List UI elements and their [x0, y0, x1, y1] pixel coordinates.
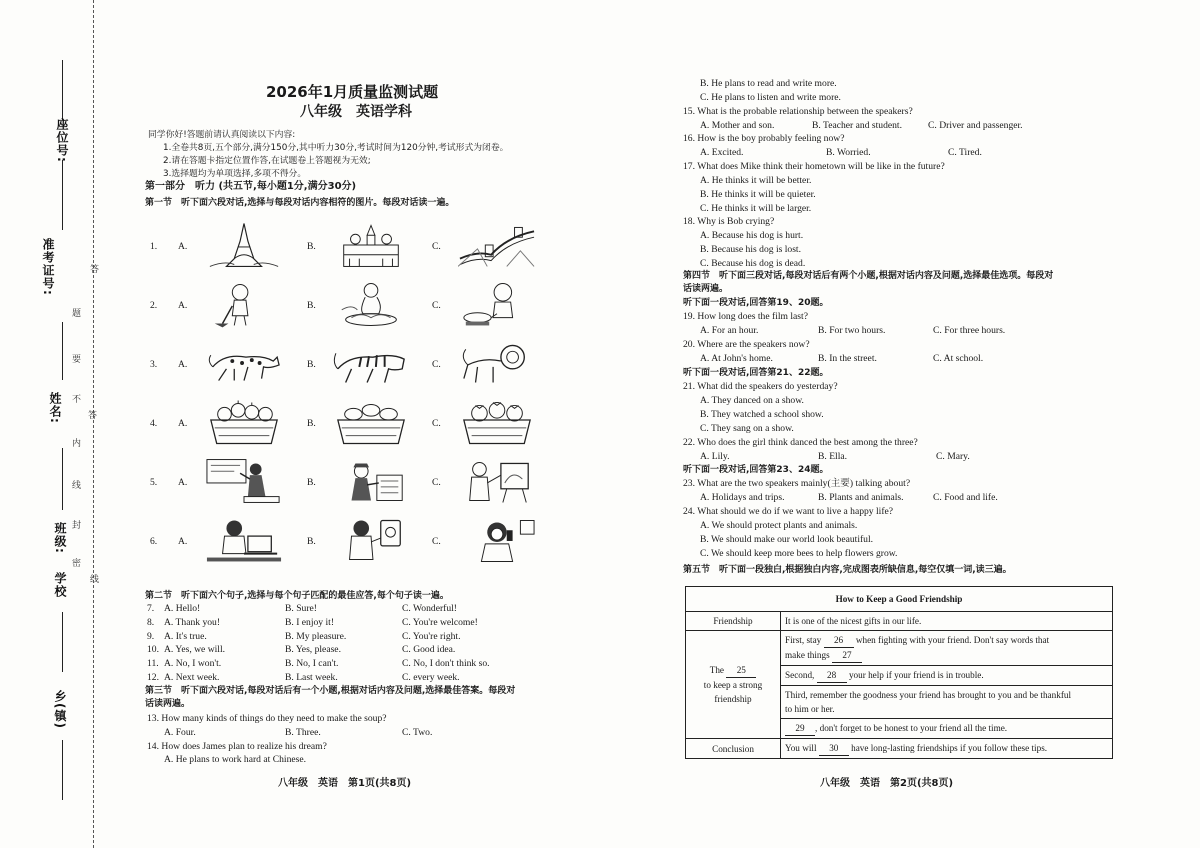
second-tip-pre: Second,	[785, 670, 815, 680]
seal-char: 线	[72, 481, 82, 491]
name-line	[62, 448, 63, 510]
painter-icon	[458, 457, 536, 505]
first-tip-post: when fighting with your friend. Don't say words that	[855, 635, 1050, 645]
blank-29[interactable]: 29	[785, 721, 815, 736]
picture-option-letter[interactable]: C.	[432, 300, 441, 311]
row-conclusion	[781, 739, 1113, 759]
third-tip-l1: Third, remember the goodness your friend has brought to you and be thankful	[785, 690, 1072, 700]
sec2-option-b[interactable]: B. Sure!	[285, 603, 317, 614]
q18-option-a[interactable]: A. Because his dog is hurt.	[700, 230, 804, 241]
sec2-question-number: 10.	[147, 644, 159, 656]
picture-question-number: 5.	[150, 477, 158, 488]
question-21: 21. What did the speakers do yesterday?	[683, 381, 838, 392]
tiger-icon	[332, 339, 410, 387]
sec2-question-number: 12.	[147, 672, 159, 683]
q14-option-a[interactable]: A. He plans to work hard at Chinese.	[164, 754, 307, 765]
page-subtitle: 八年级 英语学科	[300, 104, 412, 120]
girl-laptop-icon	[205, 516, 283, 564]
q20-option-b[interactable]: B. In the street.	[818, 353, 877, 364]
q22-option-a[interactable]: A. Lily.	[700, 451, 730, 462]
q17-option-c[interactable]: C. He thinks it will be larger.	[700, 203, 812, 214]
worker-icon	[332, 457, 410, 505]
seat-line	[62, 60, 63, 120]
question-17: 17. What does Mike think their hometown will be like in the future?	[683, 161, 945, 172]
picture-question-number: 4.	[150, 418, 158, 429]
picture-option-letter[interactable]: B.	[307, 536, 316, 547]
school-label: 学校	[53, 572, 67, 598]
mango-basket-icon	[332, 398, 410, 446]
picture-option-letter[interactable]: A.	[178, 418, 188, 429]
q21-option-c[interactable]: C. They sang on a show.	[700, 423, 794, 434]
sec2-option-c[interactable]: C. Wonderful!	[402, 603, 458, 614]
kremlin-icon	[332, 221, 410, 269]
binding-strip	[0, 0, 100, 848]
blank-26[interactable]: 26	[824, 633, 854, 648]
sec2-option-a[interactable]: A. It's true.	[164, 630, 207, 642]
dialogue-3-instruction: 听下面一段对话,回答第23、24题。	[683, 465, 829, 475]
picture-option-letter[interactable]: A.	[178, 300, 188, 311]
picture-option-letter[interactable]: A.	[178, 359, 188, 370]
picture-option-letter[interactable]: B.	[307, 359, 316, 370]
conclusion-pre: You will	[785, 743, 817, 753]
seal-char: 线	[90, 575, 100, 585]
q19-option-c[interactable]: C. For three hours.	[933, 325, 1006, 336]
sec2-option-b[interactable]: B. Yes, please.	[285, 644, 341, 656]
class-label: 班级:	[53, 522, 67, 554]
sec2-option-c[interactable]: C. No, I don't think so.	[402, 658, 490, 670]
sec3-heading-cont: 话读两遍。	[145, 699, 191, 709]
sec4-heading-cont: 话读两遍。	[683, 284, 729, 294]
seal-char: 答	[90, 265, 100, 275]
q14-option-b[interactable]: B. He plans to read and write more.	[700, 78, 837, 89]
q22-option-b[interactable]: B. Ella.	[818, 451, 848, 462]
row-first-tip	[781, 631, 1113, 666]
q17-option-a[interactable]: A. He thinks it will be better.	[700, 175, 812, 186]
teacher-icon	[205, 457, 283, 505]
sec1-heading: 第一节 听下面六段对话,选择与每段对话内容相符的图片。每段对话读一遍。	[145, 198, 455, 208]
town-label: 乡(镇)	[53, 690, 67, 729]
sec2-option-a[interactable]: A. Thank you!	[164, 616, 221, 628]
ways-label-l2: to keep a strong	[703, 680, 763, 690]
girl-washing-icon	[332, 280, 410, 328]
sec5-heading: 第五节 听下面一段独白,根据独白内容,完成图表所缺信息,每空仅填一词,读三遍。	[683, 565, 1012, 575]
q19-option-a[interactable]: A. For an hour.	[700, 325, 759, 336]
first-tip-pre: First, stay	[785, 635, 822, 645]
seal-char: 题	[72, 309, 82, 319]
q18-option-b[interactable]: B. Because his dog is lost.	[700, 244, 801, 255]
tomato-basket-icon	[458, 398, 536, 446]
q23-option-c[interactable]: C. Food and life.	[933, 492, 998, 503]
blank-25[interactable]: 25	[726, 663, 756, 678]
q16-option-a[interactable]: A. Excited.	[700, 147, 744, 158]
name-label: 姓名:	[48, 392, 62, 424]
blank-28[interactable]: 28	[817, 668, 847, 683]
conclusion-post: have long-lasting friendships if you follow these tips.	[851, 743, 1048, 753]
q16-option-b[interactable]: B. Worried.	[826, 147, 871, 158]
seal-char: 内	[72, 439, 82, 449]
picture-option-letter[interactable]: B.	[307, 418, 316, 429]
picture-question-number: 3.	[150, 359, 158, 370]
sec2-option-b[interactable]: B. No, I can't.	[285, 658, 339, 670]
apple-basket-icon	[205, 398, 283, 446]
q22-option-c[interactable]: C. Mary.	[936, 451, 970, 462]
sec2-option-a[interactable]: A. Next week.	[164, 672, 220, 683]
fourth-tip-post: , don't forget to be honest to your friend all the time.	[815, 723, 1008, 733]
q21-option-b[interactable]: B. They watched a school show.	[700, 409, 824, 420]
picture-question-number: 6.	[150, 536, 158, 547]
row-second-tip	[781, 666, 1113, 686]
part1-heading: 第一部分 听力 (共五节,每小题1分,满分30分)	[145, 181, 357, 192]
intro-rule: 1.全卷共8页,五个部分,满分150分,其中听力30分,考试时间为120分钟,考试形式为闭卷。	[163, 143, 509, 153]
q15-option-a[interactable]: A. Mother and son.	[700, 120, 775, 131]
seal-char: 答	[88, 411, 98, 421]
seat-label: 座位号:	[55, 118, 69, 163]
page-title: 2026年1月质量监测试题	[266, 83, 439, 101]
q20-option-a[interactable]: A. At John's home.	[700, 353, 773, 364]
q21-option-a[interactable]: A. They danced on a show.	[700, 395, 804, 406]
question-23: 23. What are the two speakers mainly(主要) talking about?	[683, 478, 911, 489]
boy-cooking-icon	[458, 280, 536, 328]
sec2-option-c[interactable]: C. Good idea.	[402, 644, 456, 656]
sec2-option-a[interactable]: A. Yes, we will.	[164, 644, 226, 656]
picture-option-letter[interactable]: C.	[432, 536, 441, 547]
footer-left: 八年级 英语 第1页(共8页)	[278, 778, 412, 789]
q23-option-b[interactable]: B. Plants and animals.	[818, 492, 904, 503]
friendship-table	[685, 586, 1113, 759]
ways-label-l3: friendship	[714, 694, 752, 704]
q13-option-a[interactable]: A. Four.	[164, 727, 196, 738]
dialogue-1-instruction: 听下面一段对话,回答第19、20题。	[683, 298, 829, 308]
great-wall-icon	[458, 221, 536, 269]
sec2-option-c[interactable]: C. You're welcome!	[402, 616, 478, 628]
row-label-conclusion: Conclusion	[686, 739, 781, 759]
town-line	[62, 740, 63, 800]
sec2-heading: 第二节 听下面六个句子,选择与每个句子匹配的最佳应答,每个句子读一遍。	[145, 591, 449, 601]
sec2-question-number: 11.	[147, 658, 159, 670]
picture-question-number: 2.	[150, 300, 158, 311]
question-20: 20. Where are the speakers now?	[683, 339, 810, 350]
dialogue-2-instruction: 听下面一段对话,回答第21、22题。	[683, 368, 829, 378]
blank-30[interactable]: 30	[819, 741, 849, 756]
seal-char: 要	[72, 355, 82, 365]
first-tip-l2: make things	[785, 650, 830, 660]
q14-option-c[interactable]: C. He plans to listen and write more.	[700, 92, 841, 103]
third-tip-l2: to him or her.	[785, 704, 835, 714]
question-19: 19. How long does the film last?	[683, 311, 808, 322]
question-22: 22. Who does the girl think danced the best among the three?	[683, 437, 918, 448]
q15-option-c[interactable]: C. Driver and passenger.	[928, 120, 1023, 131]
intro-rule: 2.请在答题卡指定位置作答,在试题卷上答题视为无效;	[163, 156, 371, 166]
q15-option-b[interactable]: B. Teacher and student.	[812, 120, 902, 131]
picture-option-letter[interactable]: C.	[432, 241, 441, 252]
q24-option-a[interactable]: A. We should protect plants and animals.	[700, 520, 858, 531]
footer-right: 八年级 英语 第2页(共8页)	[820, 778, 954, 789]
q16-option-c[interactable]: C. Tired.	[948, 147, 982, 158]
picture-option-letter[interactable]: A.	[178, 536, 188, 547]
exam-no-label: 准考证号:	[41, 238, 55, 296]
question-13: 13. How many kinds of things do they need to make the soup?	[147, 713, 387, 724]
row-label-ways	[686, 631, 781, 739]
sec2-option-b[interactable]: B. My pleasure.	[285, 630, 347, 642]
picture-option-letter[interactable]: C.	[432, 418, 441, 429]
girl-phone-icon	[458, 516, 536, 564]
row-text-friendship: It is one of the nicest gifts in our life.	[781, 612, 1113, 631]
row-third-tip	[781, 686, 1113, 719]
q24-option-c[interactable]: C. We should keep more bees to help flowers grow.	[700, 548, 898, 559]
exam-no-line-top	[62, 160, 63, 230]
picture-option-letter[interactable]: B.	[307, 241, 316, 252]
question-15: 15. What is the probable relationship between the speakers?	[683, 106, 913, 117]
intro-greeting: 同学你好!答题前请认真阅读以下内容:	[148, 130, 296, 140]
q24-option-b[interactable]: B. We should make our world look beautiful.	[700, 534, 874, 545]
school-line	[62, 612, 63, 672]
eiffel-tower-icon	[205, 221, 283, 269]
sec2-option-c[interactable]: C. every week.	[402, 672, 460, 683]
table-title: How to Keep a Good Friendship	[686, 587, 1113, 612]
leopard-icon	[205, 339, 283, 387]
sec2-option-b[interactable]: B. I enjoy it!	[285, 616, 335, 628]
picture-option-letter[interactable]: C.	[432, 359, 441, 370]
sec4-heading: 第四节 听下面三段对话,每段对话后有两个小题,根据对话内容及问题,选择最佳选项。每段对	[683, 271, 1054, 281]
q13-option-b[interactable]: B. Three.	[285, 727, 321, 738]
row-label-friendship: Friendship	[686, 612, 781, 631]
seal-char: 封	[72, 521, 82, 531]
q20-option-c[interactable]: C. At school.	[933, 353, 984, 364]
lion-icon	[458, 339, 536, 387]
woman-tablet-icon	[332, 516, 410, 564]
sec3-heading: 第三节 听下面六段对话,每段对话后有一个小题,根据对话内容及问题,选择最佳答案。每段对	[145, 686, 516, 696]
second-tip-post: your help if your friend is in trouble.	[848, 670, 984, 680]
sec2-option-a[interactable]: A. Hello!	[164, 603, 201, 614]
sec2-option-b[interactable]: B. Last week.	[285, 672, 338, 683]
q17-option-b[interactable]: B. He thinks it will be quieter.	[700, 189, 816, 200]
question-24: 24. What should we do if we want to live a happy life?	[683, 506, 894, 517]
sec2-question-number: 9.	[147, 630, 155, 642]
picture-option-letter[interactable]: A.	[178, 241, 188, 252]
picture-question-number: 1.	[150, 241, 158, 252]
question-18: 18. Why is Bob crying?	[683, 216, 775, 227]
picture-option-letter[interactable]: B.	[307, 477, 316, 488]
picture-option-letter[interactable]: C.	[432, 477, 441, 488]
seal-char: 不	[72, 395, 82, 405]
question-16: 16. How is the boy probably feeling now?	[683, 133, 845, 144]
row-fourth-tip	[781, 719, 1113, 739]
sec2-option-a[interactable]: A. No, I won't.	[164, 658, 222, 670]
sec2-question-number: 8.	[147, 616, 155, 628]
intro-rule: 3.选择题均为单项选择,多项不得分。	[163, 169, 307, 179]
seal-line	[93, 0, 94, 848]
q13-option-c[interactable]: C. Two.	[402, 727, 433, 738]
q18-option-c[interactable]: C. Because his dog is dead.	[700, 258, 806, 269]
picture-option-letter[interactable]: A.	[178, 477, 188, 488]
picture-option-letter[interactable]: B.	[307, 300, 316, 311]
exam-no-line	[62, 322, 63, 380]
boy-sweeping-icon	[205, 280, 283, 328]
sec2-option-c[interactable]: C. You're right.	[402, 630, 461, 642]
seal-char: 密	[72, 559, 82, 569]
blank-27[interactable]: 27	[832, 648, 862, 663]
question-14: 14. How does James plan to realize his dream?	[147, 741, 327, 752]
ways-label-pre: The	[709, 665, 724, 675]
q19-option-b[interactable]: B. For two hours.	[818, 325, 886, 336]
q23-option-a[interactable]: A. Holidays and trips.	[700, 492, 785, 503]
sec2-question-number: 7.	[147, 603, 155, 614]
